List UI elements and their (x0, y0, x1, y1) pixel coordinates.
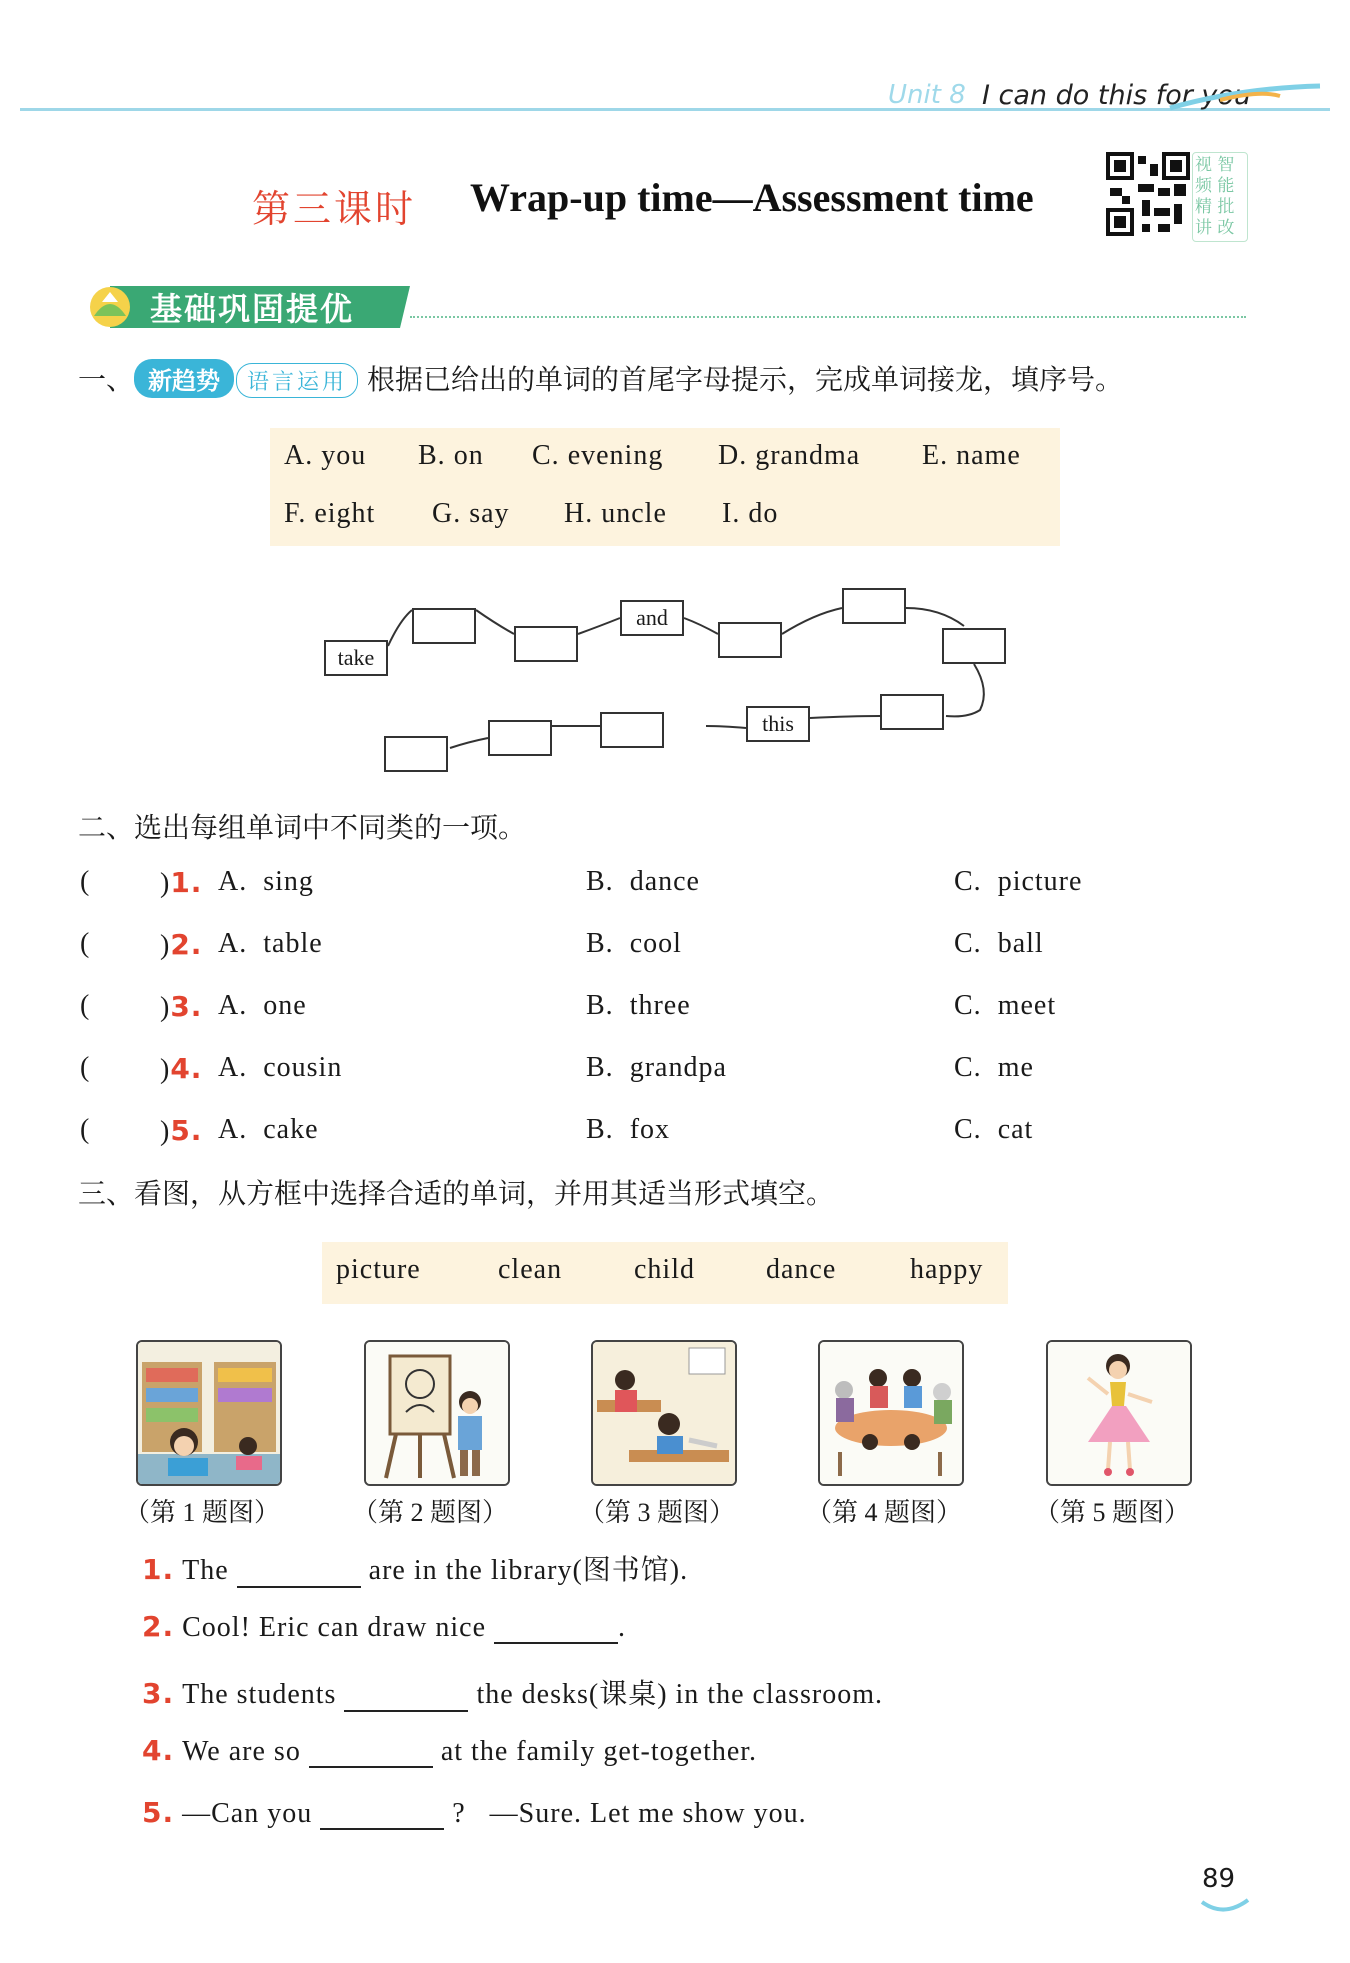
answer-paren-open: ( (80, 1052, 91, 1083)
picture-library (136, 1340, 282, 1486)
choice-a: A. sing (218, 866, 314, 897)
swoosh-icon (1160, 78, 1330, 118)
blank-4[interactable] (309, 1736, 433, 1768)
caption-5: （第 5 题图） (1034, 1498, 1191, 1527)
choice-c: C. meet (954, 990, 1057, 1021)
sentence-2: 2. Cool! Eric can draw nice . (142, 1610, 627, 1643)
choice-c: C. cat (954, 1114, 1034, 1145)
word-child: child (634, 1254, 695, 1285)
answer-paren-open: ( (80, 866, 91, 897)
chain-box-this: this (746, 706, 810, 742)
trend-badge-sub: 语言运用 (236, 363, 358, 398)
page-swoosh-icon (1200, 1896, 1250, 1916)
chain-box-blank[interactable] (718, 622, 782, 658)
chain-box-blank[interactable] (842, 588, 906, 624)
unit-label: Unit 8 (888, 80, 966, 110)
q2-instruction: 二、选出每组单词中不同类的一项。 (78, 811, 527, 844)
question-number: )4. (160, 1052, 203, 1085)
blank-3[interactable] (344, 1680, 468, 1712)
chain-box-blank[interactable] (942, 628, 1006, 664)
answer-slot[interactable] (100, 866, 156, 900)
sentence-1: 1. The are in the library(图书馆). (142, 1553, 689, 1586)
option-g: G. say (432, 498, 510, 529)
trend-badge: 新趋势 (134, 359, 234, 398)
sentence-5: 5. —Can you ? —Sure. Let me show you. (142, 1796, 807, 1829)
lesson-title: Wrap-up time—Assessment time (470, 175, 1034, 220)
chain-box-blank[interactable] (488, 720, 552, 756)
choice-b: B. three (586, 990, 691, 1021)
qr-tags: 视 智 频 能 精 批 讲 改 (1192, 152, 1248, 242)
picture-dancing-girl (1046, 1340, 1192, 1486)
option-a: A. you (284, 440, 367, 471)
question-number: )1. (160, 866, 203, 899)
option-f: F. eight (284, 498, 376, 529)
blank-5[interactable] (320, 1798, 444, 1830)
choice-a: A. one (218, 990, 307, 1021)
question-number: )2. (160, 928, 203, 961)
choice-c: C. me (954, 1052, 1034, 1083)
option-b: B. on (418, 440, 484, 471)
word-picture: picture (336, 1254, 421, 1285)
qr-code-icon[interactable] (1106, 152, 1190, 236)
chain-box-blank[interactable] (514, 626, 578, 662)
chain-box-blank[interactable] (384, 736, 448, 772)
caption-1: （第 1 题图） (124, 1498, 281, 1527)
option-h: H. uncle (564, 498, 667, 529)
answer-slot[interactable] (100, 928, 156, 962)
lesson-label: 第三课时 (252, 189, 417, 231)
caption-4: （第 4 题图） (806, 1498, 963, 1527)
answer-paren-open: ( (80, 928, 91, 959)
word-happy: happy (910, 1254, 984, 1285)
word-dance: dance (766, 1254, 837, 1285)
caption-3: （第 3 题图） (579, 1498, 736, 1527)
option-c: C. evening (532, 440, 664, 471)
q3-instruction: 三、看图，从方框中选择合适的单词，并用其适当形式填空。 (78, 1177, 835, 1210)
blank-2[interactable] (494, 1612, 618, 1644)
chain-box-blank[interactable] (880, 694, 944, 730)
q1-instruction: 一、 新趋势 语言运用 根据已给出的单词的首尾字母提示，完成单词接龙，填序号。 (78, 358, 1123, 398)
picture-drawing (364, 1340, 510, 1486)
answer-slot[interactable] (100, 990, 156, 1024)
choice-a: A. cousin (218, 1052, 343, 1083)
choice-a: A. cake (218, 1114, 319, 1145)
choice-c: C. ball (954, 928, 1044, 959)
answer-paren-open: ( (80, 990, 91, 1021)
answer-slot[interactable] (100, 1052, 156, 1086)
picture-classroom (591, 1340, 737, 1486)
option-i: I. do (722, 498, 779, 529)
chain-box-blank[interactable] (412, 608, 476, 644)
section-divider (410, 316, 1246, 318)
answer-slot[interactable] (100, 1114, 156, 1148)
word-clean: clean (498, 1254, 563, 1285)
sentence-4: 4. We are so at the family get-together. (142, 1734, 758, 1767)
caption-2: （第 2 题图） (352, 1498, 509, 1527)
option-e: E. name (922, 440, 1021, 471)
option-d: D. grandma (718, 440, 861, 471)
unit-title: I can do this for you (982, 80, 1252, 111)
chain-box-blank[interactable] (600, 712, 664, 748)
choice-b: B. grandpa (586, 1052, 727, 1083)
picture-family-party (818, 1340, 964, 1486)
chain-box-take: take (324, 640, 388, 676)
page-number: 89 (1202, 1864, 1236, 1894)
choice-b: B. cool (586, 928, 682, 959)
choice-c: C. picture (954, 866, 1083, 897)
question-number: )5. (160, 1114, 203, 1147)
question-number: )3. (160, 990, 203, 1023)
section-label: 基础巩固提优 (150, 290, 355, 328)
blank-1[interactable] (237, 1556, 361, 1588)
choice-b: B. dance (586, 866, 700, 897)
q1-word-bank (270, 428, 1060, 546)
answer-paren-open: ( (80, 1114, 91, 1145)
choice-b: B. fox (586, 1114, 671, 1145)
chain-box-and: and (620, 600, 684, 636)
q3-word-bank (322, 1242, 1008, 1304)
sentence-3: 3. The students the desks(课桌) in the classroom. (142, 1677, 884, 1710)
choice-a: A. table (218, 928, 323, 959)
